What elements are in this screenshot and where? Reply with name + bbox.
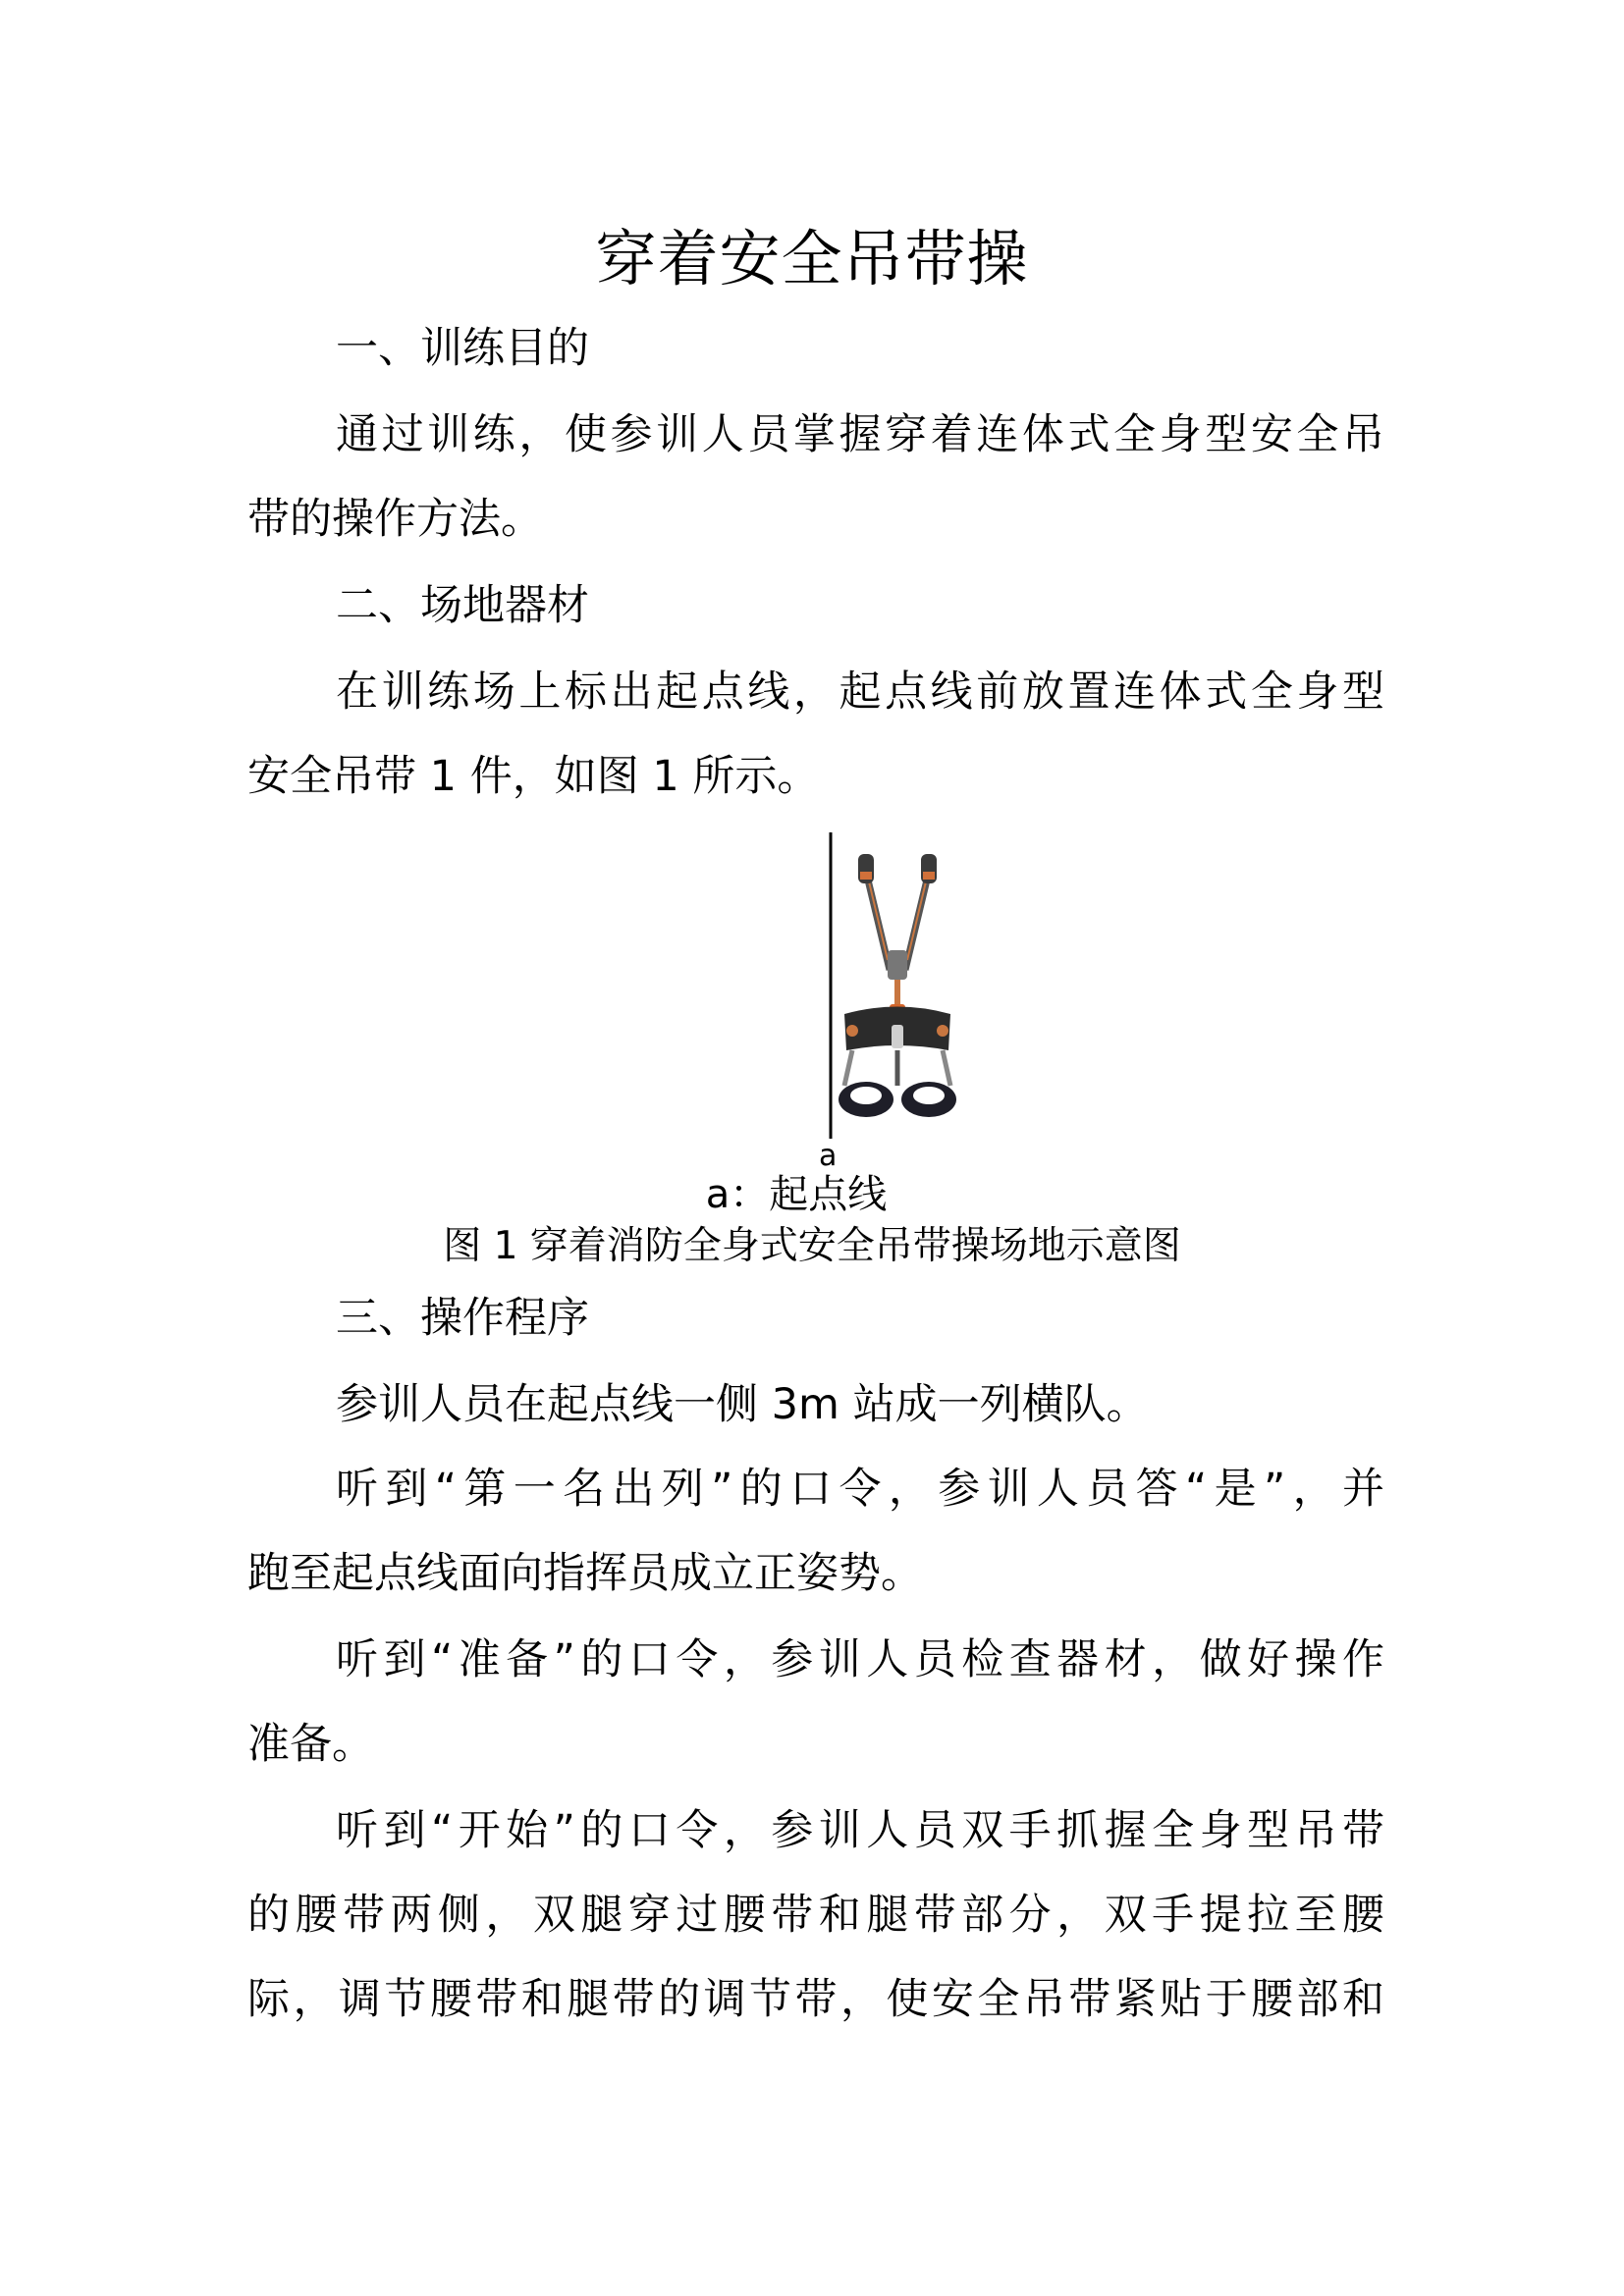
paragraph-line: 在训练场上标出起点线，起点线前放置连体式全身型 bbox=[336, 667, 1384, 717]
paragraph-line: 听到“开始”的口令，参训人员双手抓握全身型吊带 bbox=[336, 1806, 1384, 1855]
start-line-marker: a bbox=[819, 1139, 838, 1173]
section-heading-equipment: 二、场地器材 bbox=[336, 581, 589, 630]
section-heading-purpose: 一、训练目的 bbox=[336, 324, 589, 373]
paragraph-line: 跑至起点线面向指挥员成立正姿势。 bbox=[247, 1549, 923, 1598]
paragraph-line: 参训人员在起点线一侧 3m 站成一列横队。 bbox=[336, 1380, 1149, 1429]
paragraph-line: 的腰带两侧，双腿穿过腰带和腿带部分，双手提拉至腰 bbox=[247, 1891, 1384, 1940]
harness-figure bbox=[823, 832, 980, 1139]
safety-harness-icon bbox=[839, 854, 956, 1117]
paragraph-line: 际，调节腰带和腿带的调节带，使安全吊带紧贴于腰部和 bbox=[247, 1975, 1384, 2024]
paragraph-line: 听到“第一名出列”的口令，参训人员答“是”，并 bbox=[336, 1465, 1384, 1514]
document-title: 穿着安全吊带操 bbox=[595, 223, 1029, 294]
section-heading-procedure: 三、操作程序 bbox=[336, 1294, 589, 1343]
paragraph-line: 安全吊带 1 件，如图 1 所示。 bbox=[247, 752, 820, 801]
figure-caption: 图 1 穿着消防全身式安全吊带操场地示意图 bbox=[443, 1224, 1181, 1268]
paragraph-line: 听到“准备”的口令，参训人员检查器材，做好操作 bbox=[336, 1635, 1384, 1684]
paragraph-line: 带的操作方法。 bbox=[247, 495, 543, 544]
paragraph-line: 通过训练，使参训人员掌握穿着连体式全身型安全吊 bbox=[336, 410, 1384, 459]
figure-legend: a：起点线 bbox=[705, 1172, 888, 1217]
paragraph-line: 准备。 bbox=[247, 1720, 374, 1769]
